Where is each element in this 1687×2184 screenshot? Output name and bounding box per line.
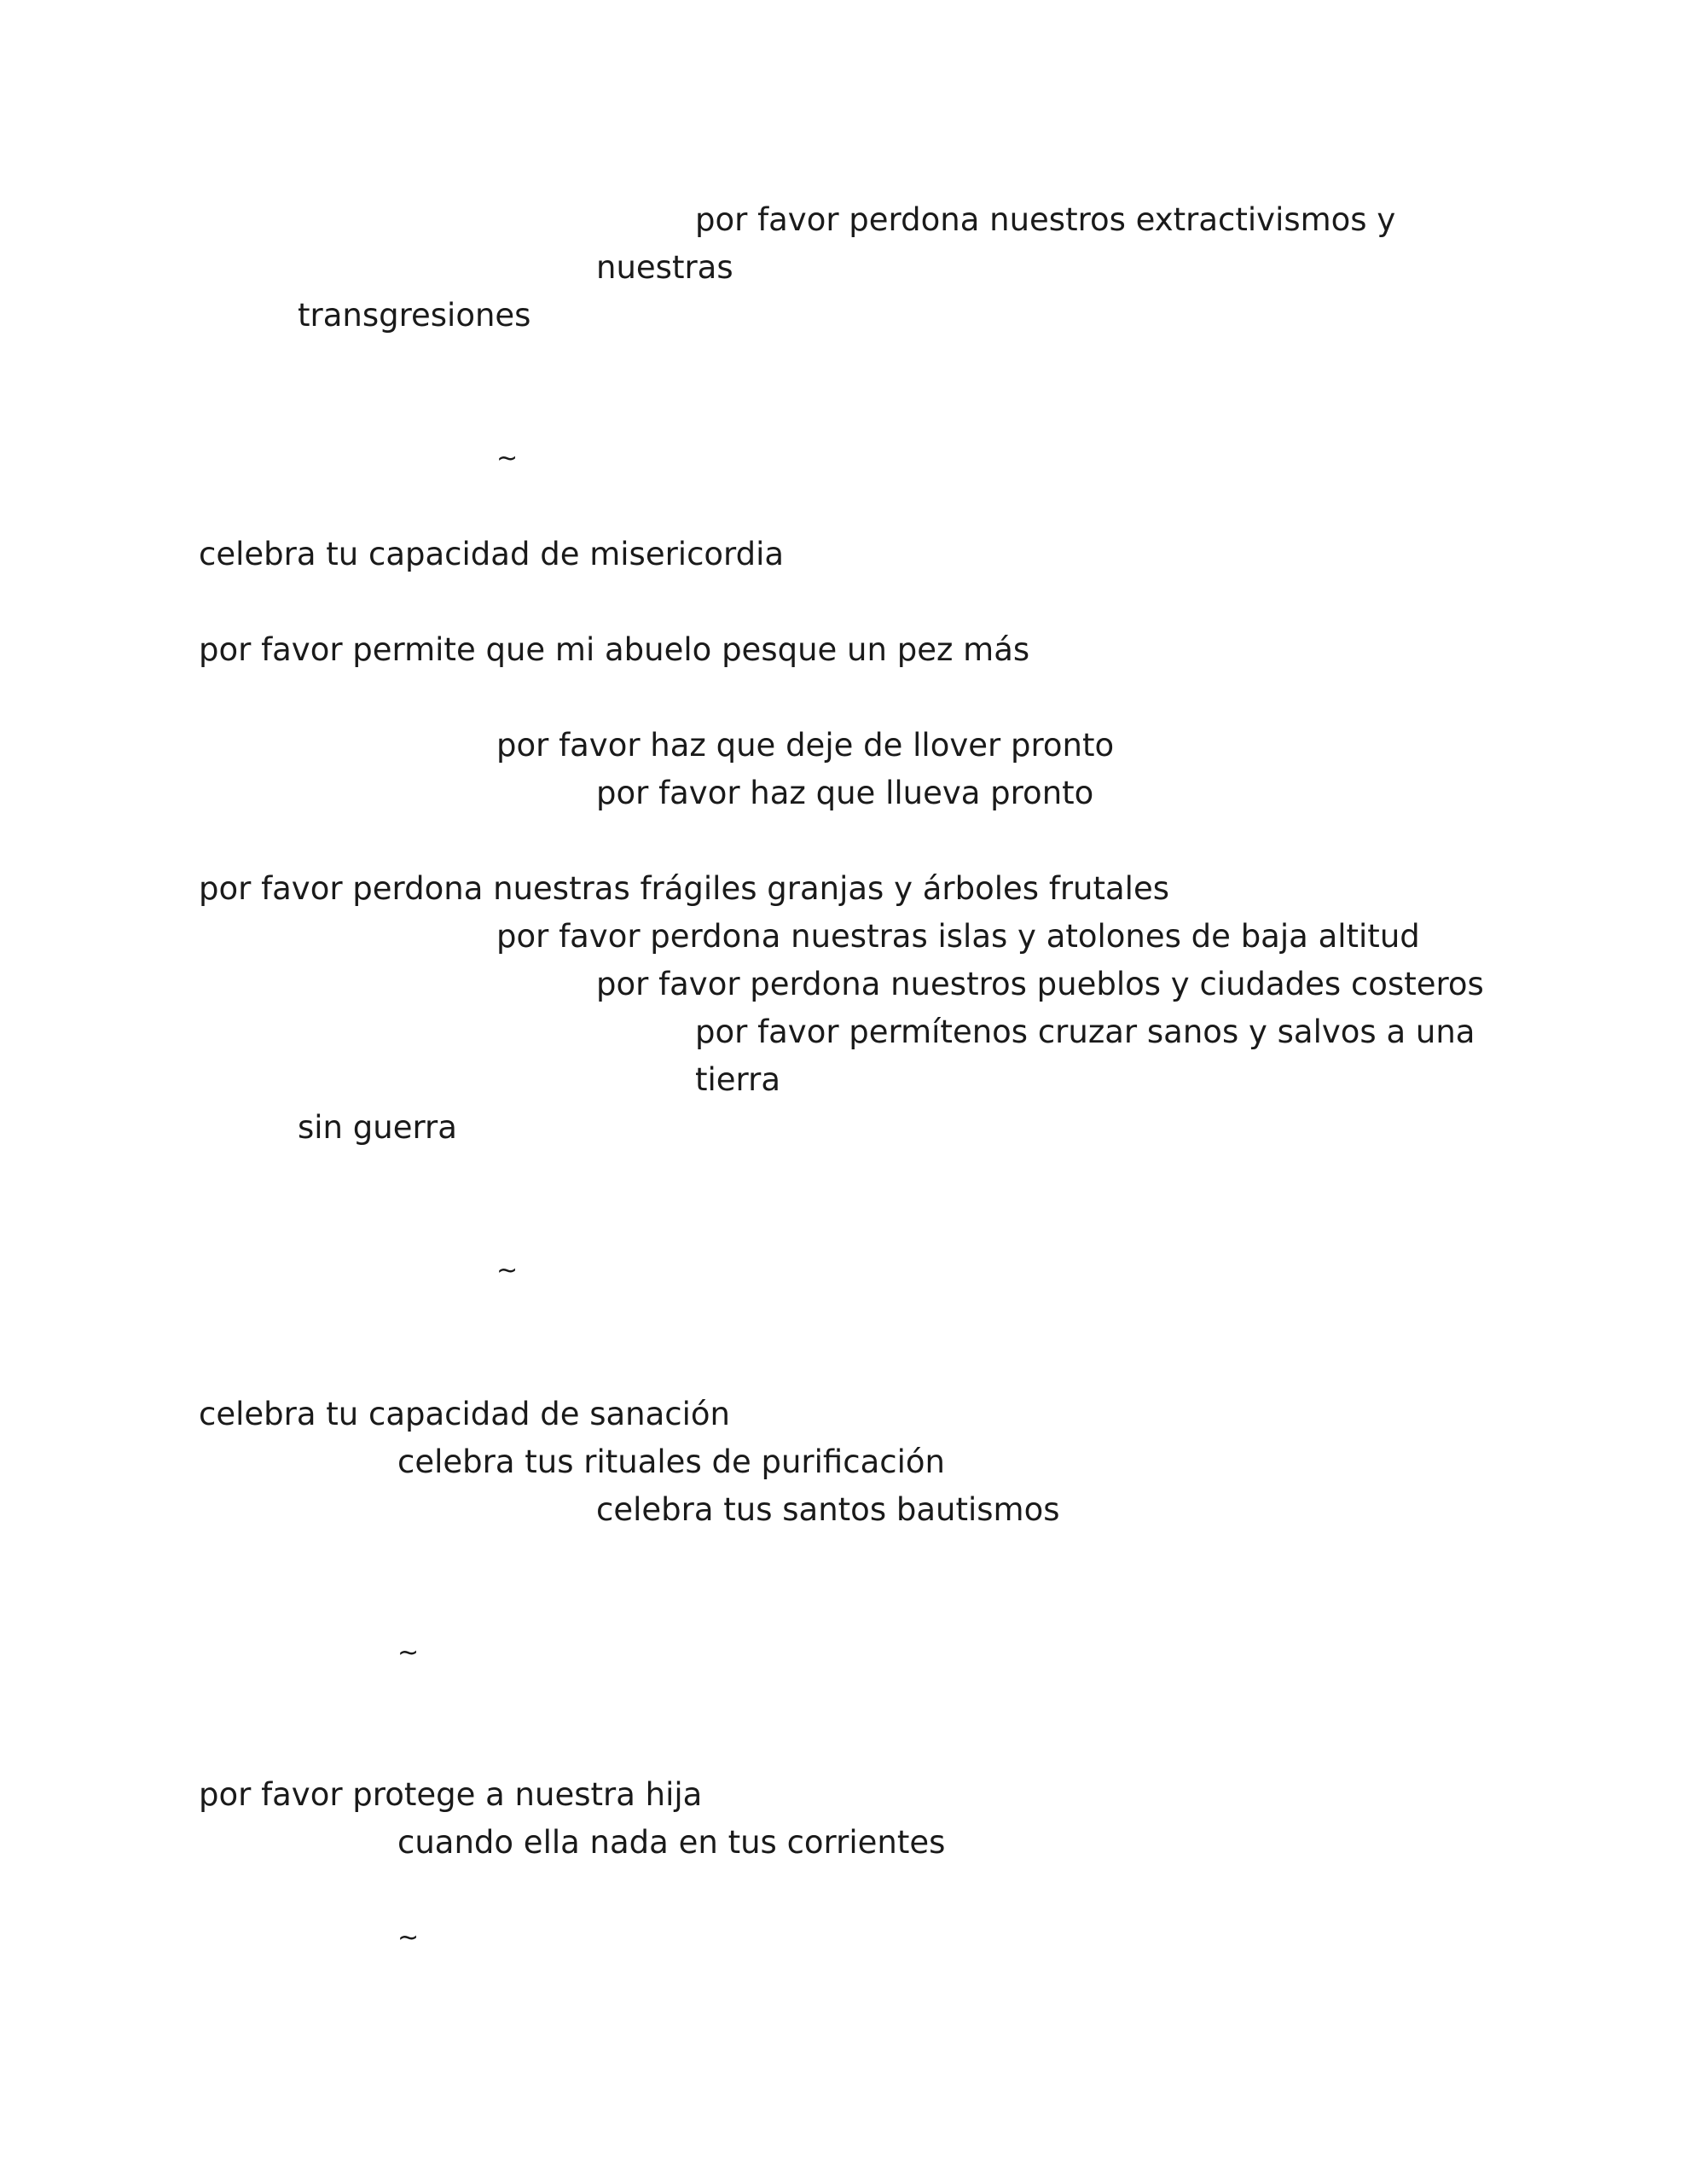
poem-line: sin guerra — [298, 1109, 457, 1146]
section-divider-tilde: ~ — [397, 1923, 420, 1953]
poem-line: por favor haz que deje de llover pronto — [496, 727, 1115, 764]
poem-line: por favor protege a nuestra hija — [199, 1776, 703, 1813]
section-divider-tilde: ~ — [496, 444, 519, 473]
poem-line: nuestras — [596, 249, 733, 286]
poem-line: cuando ella nada en tus corrientes — [397, 1824, 946, 1861]
poem-line: celebra tus santos bautismos — [596, 1491, 1060, 1528]
poem-line: por favor permite que mi abuelo pesque un pez más — [199, 631, 1030, 668]
section-divider-tilde: ~ — [496, 1256, 519, 1286]
poem-line: transgresiones — [298, 297, 531, 334]
poem-line: por favor permítenos cruzar sanos y salvos a una — [695, 1014, 1475, 1050]
poem-line: celebra tus rituales de purificación — [397, 1443, 945, 1480]
section-divider-tilde: ~ — [397, 1638, 420, 1668]
poem-line: por favor haz que llueva pronto — [596, 775, 1094, 811]
poem-line: celebra tu capacidad de sanación — [199, 1396, 731, 1432]
poem-line: por favor perdona nuestros extractivismos y — [695, 201, 1396, 238]
poem-line: por favor perdona nuestras frágiles granjas y árboles frutales — [199, 870, 1170, 907]
poem-line: por favor perdona nuestras islas y atolones de baja altitud — [496, 918, 1420, 955]
poem-line: celebra tu capacidad de misericordia — [199, 536, 785, 572]
poem-line: por favor perdona nuestros pueblos y ciudades costeros — [596, 966, 1484, 1002]
poem-line: tierra — [695, 1061, 780, 1098]
